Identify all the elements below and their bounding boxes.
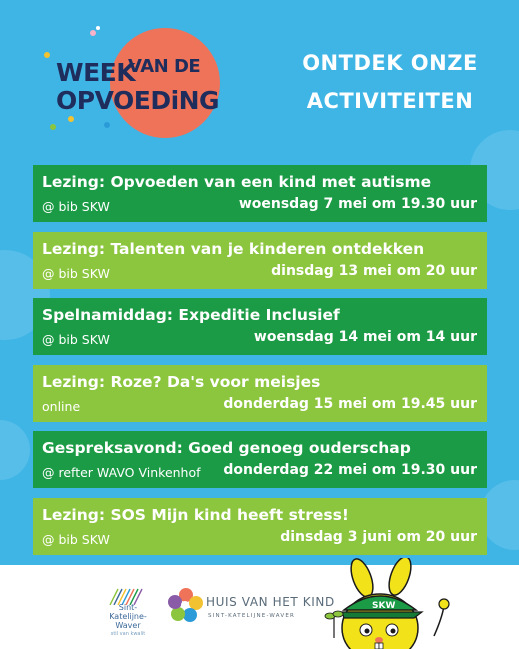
activity-location: @ bib SKW [42, 532, 110, 547]
headline-line-1: ONTDEK ONZE [302, 51, 478, 75]
sint-katelijne-waver-logo [96, 587, 160, 635]
activity-card [33, 232, 487, 289]
activity-date: donderdag 15 mei om 19.45 uur [223, 396, 477, 412]
week-van-de-opvoeding-logo [44, 22, 224, 142]
activity-date: donderdag 22 mei om 19.30 uur [223, 462, 477, 478]
activity-date: dinsdag 13 mei om 20 uur [271, 263, 477, 279]
huis-van-het-kind-logo [168, 585, 335, 631]
activity-title: Lezing: SOS Mijn kind heeft stress! [42, 506, 349, 524]
activity-title: Lezing: Opvoeden van een kind met autisme [42, 173, 432, 191]
confetti-dot [44, 52, 50, 58]
municipality-line-3: Waver [115, 621, 141, 630]
bunny-mascot-icon [322, 558, 452, 649]
activity-location: online [42, 399, 81, 414]
confetti-dot [68, 116, 74, 122]
activity-title: Lezing: Roze? Da's voor meisjes [42, 373, 321, 391]
municipality-tagline: stil van kwalit [110, 631, 146, 637]
activity-location: @ refter WAVO Vinkenhof [42, 465, 201, 480]
huis-van-het-kind-sub: SINT-KATELIJNE-WAVER [208, 613, 296, 619]
headline [270, 44, 510, 120]
activity-location: @ bib SKW [42, 332, 110, 347]
activity-date: dinsdag 3 juni om 20 uur [280, 529, 477, 545]
confetti-dot [90, 30, 96, 36]
logo-van-de-text: VAN DE [128, 56, 201, 77]
activity-title: Gespreksavond: Goed genoeg ouderschap [42, 439, 411, 457]
mascot-cap-text: SKW [372, 601, 396, 611]
activity-title: Lezing: Talenten van je kinderen ontdekken [42, 240, 425, 258]
flower-icon [168, 587, 204, 627]
municipality-name [96, 603, 160, 630]
activity-title: Spelnamiddag: Expeditie Inclusief [42, 306, 340, 324]
headline-line-2: ACTIVITEITEN [306, 89, 474, 113]
activity-location: @ bib SKW [42, 199, 110, 214]
confetti-dot [104, 122, 110, 128]
municipality-line-2: Katelijne- [109, 612, 147, 621]
activity-card [33, 431, 487, 488]
municipality-line-1: Sint- [118, 603, 138, 612]
confetti-dot [50, 124, 56, 130]
logo-opvoeding-text: OPVOEDiNG [56, 86, 220, 115]
logo-week-text: WEEK [56, 58, 136, 87]
confetti-dot [96, 26, 100, 30]
bubble-decoration [0, 420, 30, 480]
activity-card [33, 165, 487, 222]
huis-van-het-kind-name: HUIS VAN HET KIND [206, 595, 335, 609]
activity-date: woensdag 7 mei om 19.30 uur [238, 196, 477, 212]
activity-card [33, 498, 487, 555]
activity-card [33, 298, 487, 355]
activity-location: @ bib SKW [42, 266, 110, 281]
activity-card [33, 365, 487, 422]
activity-date: woensdag 14 mei om 14 uur [253, 329, 477, 345]
